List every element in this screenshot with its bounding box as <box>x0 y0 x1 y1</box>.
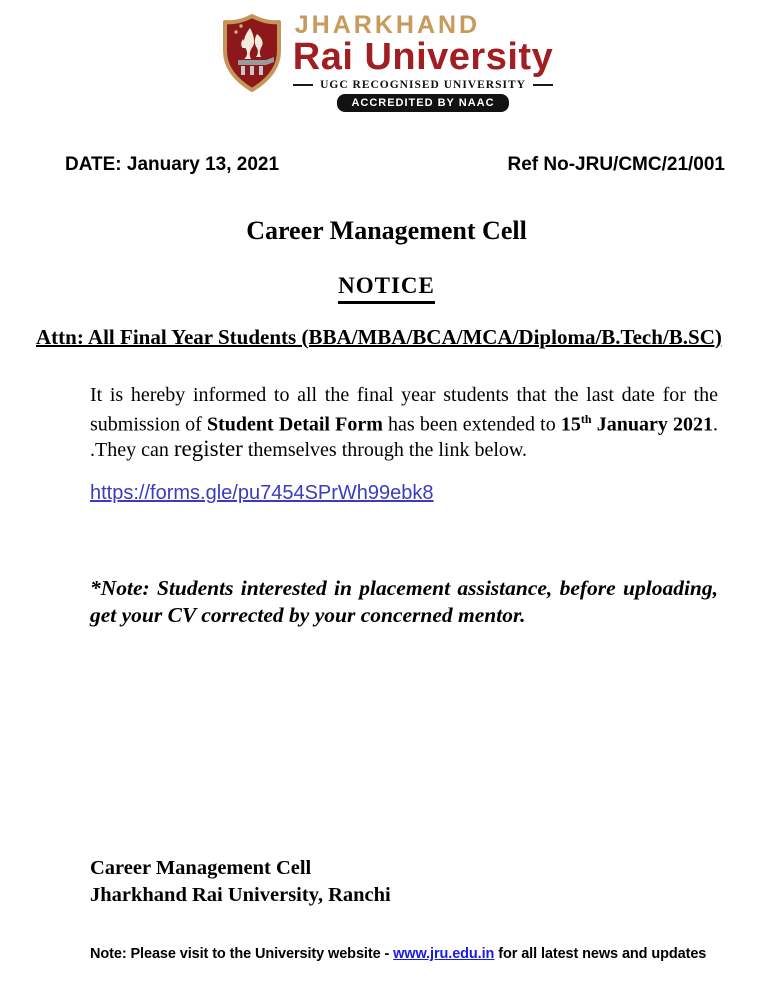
register-word: register <box>173 435 243 461</box>
deadline-day: 15 <box>560 413 581 436</box>
university-website-link[interactable]: www.jru.edu.in <box>393 946 495 962</box>
deadline-month-year: January 2021 <box>591 413 713 436</box>
page-title: Career Management Cell <box>246 215 527 245</box>
signature-block <box>90 855 773 909</box>
body-text: has been extended to <box>382 413 561 436</box>
university-name-main: Rai University <box>292 36 554 78</box>
ugc-text: UGC RECOGNISED UNIVERSITY <box>320 78 526 91</box>
notice-date: DATE: January 13, 2021 <box>65 153 280 175</box>
placement-note: *Note: Students interested in placement assistance, before uploading, get your CV corrected by your concerned mentor. <box>90 575 718 627</box>
body-paragraph <box>90 383 718 462</box>
notice-heading-wrap <box>0 272 773 304</box>
footer-text: for all latest news and updates <box>494 946 707 962</box>
ugc-recognition-line <box>293 79 553 91</box>
registration-form-link[interactable]: https://forms.gle/pu7454SPrWh99ebk8 <box>90 481 434 504</box>
notice-heading: NOTICE <box>338 272 435 304</box>
university-shield-icon <box>220 13 284 93</box>
meta-row <box>65 154 725 176</box>
rule-right <box>533 84 553 86</box>
rule-left <box>293 84 313 86</box>
university-logo-text <box>293 13 553 112</box>
university-name-top: JHARKHAND <box>294 11 481 39</box>
signature-line2: Jharkhand Rai University, Ranchi <box>90 883 391 906</box>
reference-number: Ref No-JRU/CMC/21/001 <box>507 153 725 175</box>
ordinal-superscript: th <box>580 411 592 426</box>
student-detail-form-bold: Student Detail Form <box>207 413 383 436</box>
footer-note <box>90 946 706 962</box>
body-text: themselves through the link below. <box>242 438 528 461</box>
attention-line: Attn: All Final Year Students (BBA/MBA/BCA/MCA/Diploma/B.Tech/B.SC) <box>36 324 722 349</box>
university-logo <box>0 0 773 112</box>
footer-text: Note: Please visit to the University website - <box>90 946 394 962</box>
body-text: . .They can <box>90 413 718 461</box>
signature-line1: Career Management Cell <box>90 856 312 879</box>
body-text: It is hereby informed to all the final year students that the last date for the submission of <box>90 383 718 436</box>
naac-accreditation-badge: ACCREDITED BY NAAC <box>337 94 508 112</box>
